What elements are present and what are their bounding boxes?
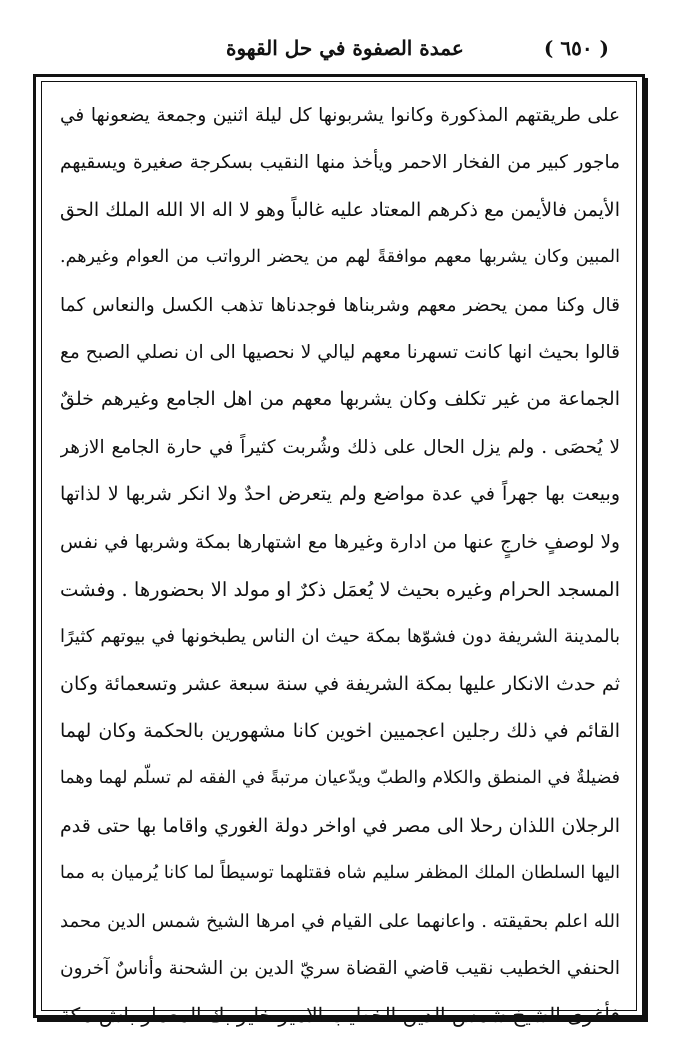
text-line: فأغرى الشيخ شمس الدين الخطيب الامير خاير بك المعمار باش مكة (60, 1003, 620, 1028)
running-title: عمدة الصفوة في حل القهوة (226, 36, 464, 60)
page-number: ( ٦٥٠ ) (543, 36, 609, 60)
text-line: لا يُحصَى . ولم يزل الحال على ذلك وشُربت كثيراً في حارة الجامع الازهر (60, 436, 620, 458)
text-line: قال وكنا ممن يحضر معهم وشربناها فوجدناها تذهب الكسل والنعاس كما (60, 294, 620, 316)
page-header (58, 30, 623, 66)
text-line: الجماعة من غير تكلف وكان يشربها معهم من اهل الجامع وغيرهم خلقٌ (60, 388, 620, 411)
text-line: ثم حدث الانكار عليها بمكة الشريفة في سنة سبعة عشر وتسعمائة وكان (60, 672, 620, 695)
text-line: على طريقتهم المذكورة وكانوا يشربونها كل ليلة اثنين وجمعة يضعونها في (60, 105, 620, 126)
text-line: ولا لوصفٍ خارجٍ عنها من ادارة وغيرها مع اشتهارها بمكة وشربها في نفس (60, 531, 620, 553)
text-line: فضيلةٌ في المنطق والكلام والطبّ ويدّعيان مرتبةً في الفقه لم تسلّم لهما وهما (60, 768, 620, 789)
text-line: الأيمن فالأيمن مع ذكرهم المعتاد عليه غالباً وهو لا اله الا الله الملك الحق (60, 198, 620, 221)
text-line: بالمدينة الشريفة دون فشوّها بمكة حيث ان الناس يطبخونها في بيوتهم كثيرًا (60, 626, 620, 648)
text-line: الله اعلم بحقيقته . واعانهما على القيام في امرها الشيخ شمس الدين محمد (60, 910, 620, 932)
frame-shadow-right (645, 78, 648, 1022)
text-line: المسجد الحرام وغيره بحيث لا يُعمَل ذكرٌ او مولد الا بحضورها . وفشت (60, 577, 620, 601)
text-line: قالوا بحيث انها كانت تسهرنا معهم ليالي لا نحصيها الى ان نصلي الصبح مع (60, 341, 620, 363)
text-line: الحنفي الخطيب نقيب قاضي القضاة سريّ الدين بن الشحنة وأناسٌ آخرون (60, 958, 620, 980)
text-line: ماجور كبير من الفخار الاحمر ويأخذ منها النقيب بسكرجة صغيرة ويسقيهم (60, 152, 620, 174)
text-line: اليها السلطان الملك المظفر سليم شاه فقتلهما توسيطاً لما كانا يُرميان به مما (60, 863, 620, 884)
text-line: الرجلان اللذان رحلا الى مصر في اواخر دولة الغوري واقاما بها حتى قدم (60, 814, 620, 837)
body-text (60, 92, 620, 1040)
text-line: وبيعت بها جهراً في عدة مواضع ولم يتعرض احدٌ ولا انكر شربها لا لذاتها (60, 483, 620, 506)
text-line: القائم في ذلك رجلين اعجميين اخوين كانا مشهورين بالحكمة وكان لهما (60, 720, 620, 743)
text-line: المبين وكان يشربها معهم موافقةً لهم من يحضر الرواتب من العوام وغيرهم. (60, 247, 620, 268)
